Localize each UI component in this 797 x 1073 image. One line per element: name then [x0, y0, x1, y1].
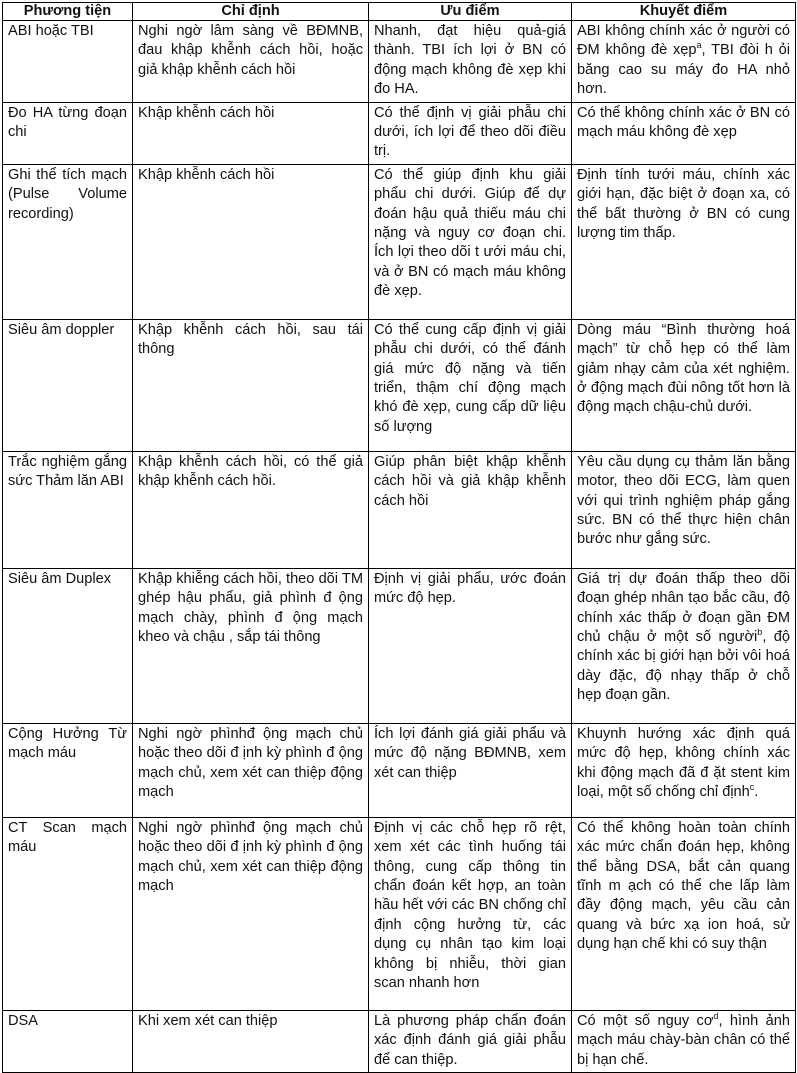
cell-advantage: Định vị các chỗ hẹp rõ rệt, xem xét các tình huống tái thông, cung cấp thông tin chẩn đoán kết hợp, an toàn hầu hết với các BN chống chỉ định cộng hưởng từ, các dụng cụ nhân tạo kim loại không bị nhiễu, thời gian scan nhanh hơn — [369, 817, 572, 1010]
header-row — [3, 3, 796, 21]
cell-indication: Khập khễnh cách hồi, sau tái thông — [133, 319, 369, 451]
cell-modality: Ghi thể tích mạch (Pulse Volume recording) — [3, 164, 133, 319]
header-indication: Chỉ định — [133, 3, 369, 21]
cell-indication: Nghi ngờ phìnhđ ộng mạch chủ hoặc theo dõi đ ịnh kỳ phình đ ộng mạch chủ, xem xét can thiệp động mạch — [133, 723, 369, 817]
footnote-marker: d — [713, 1010, 719, 1021]
cell-advantage: Nhanh, đạt hiệu quả-giá thành. TBI ích lợi ở BN có động mạch không đè xẹp khi đo HA. — [369, 21, 572, 103]
disadvantage-text-cont: , TBI đòi h ỏi băng cao su máy đo HA nhỏ hơn. — [577, 42, 790, 98]
cell-indication: Khập khễnh cách hồi, có thể giả khập khễnh cách hồi. — [133, 451, 369, 568]
cell-disadvantage: Yêu cầu dụng cụ thảm lăn bằng motor, theo dõi ECG, làm quen với qui trình nghiệm pháp gắng sức. BN có thể thực hiện chân bước như gắng sức. — [572, 451, 796, 568]
cell-disadvantage — [572, 568, 796, 723]
cell-indication: Nghi ngờ phìnhđ ộng mạch chủ hoặc theo dõi đ ịnh kỳ phình đ ộng mạch chủ, xem xét can thiệp động mạch — [133, 817, 369, 1010]
cell-advantage: Giúp phân biệt khập khễnh cách hồi và giả khập khễnh cách hồi — [369, 451, 572, 568]
cell-advantage: Có thể cung cấp định vị giải phẫu chi dưới, có thể đánh giá mức độ nặng và tiến triển, thậm chí động mạch khó đè xẹp, cung cấp dữ liệu số lượng — [369, 319, 572, 451]
cell-indication: Nghi ngờ lâm sàng về BĐMNB, đau khập khễnh cách hồi, hoặc giả khập khễnh cách hồi — [133, 21, 369, 103]
table-row — [3, 451, 796, 568]
cell-indication: Khi xem xét can thiệp — [133, 1010, 369, 1072]
header-advantage: Ưu điểm — [369, 3, 572, 21]
cell-indication: Khập khiễng cách hồi, theo dõi TM ghép hậu phẩu, giả phình đ ộng mạch chày, phình đ ộng mạch kheo và chậu , sắp tái thông — [133, 568, 369, 723]
disadvantage-text-cont: . — [754, 784, 759, 801]
table-row — [3, 568, 796, 723]
table-row — [3, 817, 796, 1010]
cell-disadvantage: Có thể không chính xác ở BN có mạch máu không đè xẹp — [572, 102, 796, 164]
disadvantage-text: ABI không chính xác ở người có ĐM không đè xẹp — [577, 23, 790, 59]
header-modality: Phương tiện — [3, 3, 133, 21]
cell-indication: Khập khễnh cách hồi — [133, 164, 369, 319]
cell-disadvantage: Có thể không hoàn toàn chính xác mức chẩn đoán hẹp, không thể bằng DSA, bắt cản quang tĩnh m ạch có thể che lấp làm đầy động mạch, yêu cầu cản quang và bức xạ ion hoá, sử dụng hạn chế khi có suy thận — [572, 817, 796, 1010]
cell-modality: CT Scan mạch máu — [3, 817, 133, 1010]
disadvantage-text-cont: , hình ảnh mạch máu chày-bàn chân có thể bị hạn chế. — [577, 1012, 790, 1068]
cell-modality: Trắc nghiệm gắng sức Thảm lăn ABI — [3, 451, 133, 568]
cell-modality: Đo HA từng đoạn chi — [3, 102, 133, 164]
header-disadvantage: Khuyết điểm — [572, 3, 796, 21]
table-row — [3, 102, 796, 164]
footnote-marker: b — [757, 627, 763, 638]
cell-disadvantage — [572, 723, 796, 817]
cell-disadvantage — [572, 1010, 796, 1072]
cell-modality: ABI hoặc TBI — [3, 21, 133, 103]
cell-advantage: Ích lợi đánh giá giải phẩu và mức độ nặng BĐMNB, xem xét can thiệp — [369, 723, 572, 817]
cell-modality: Siêu âm Duplex — [3, 568, 133, 723]
cell-disadvantage — [572, 21, 796, 103]
table-row — [3, 21, 796, 103]
cell-disadvantage: Dòng máu “Bình thường hoá mạch” từ chỗ hẹp có thể làm giảm nhạy cảm của xét nghiệm. ở động mạch đùi nông tốt hơn là động mạch chậu-chủ dưới. — [572, 319, 796, 451]
cell-modality: Siêu âm doppler — [3, 319, 133, 451]
table-row — [3, 1010, 796, 1072]
cell-advantage: Có thể định vị giải phẫu chi dưới, ích lợi để theo dõi điều trị. — [369, 102, 572, 164]
cell-disadvantage: Định tính tưới máu, chính xác giới hạn, đặc biệt ở đoạn xa, có thể bất thường ở BN có cung lượng tim thấp. — [572, 164, 796, 319]
disadvantage-text-cont: , độ chính xác bị giới hạn bởi vôi hoá dày đặc, độ nhạy thấp ở chỗ hẹp đoạn gần. — [577, 629, 790, 704]
cell-advantage: Định vị giải phẩu, ước đoán mức độ hẹp. — [369, 568, 572, 723]
table-row — [3, 723, 796, 817]
disadvantage-text: Khuynh hướng xác định quá mức độ hẹp, không chính xác khi động mạch đã đ ặt stent kim loại, một số chống chỉ định — [577, 725, 790, 801]
cell-advantage: Là phương pháp chẩn đoán xác định đánh giá giải phẫu để can thiệp. — [369, 1010, 572, 1072]
disadvantage-text: Giá trị dự đoán thấp theo dõi đoạn ghép nhân tạo bắc cầu, độ chính xác thấp ở đoạn gần ĐM chủ chậu ở một số người — [577, 570, 790, 646]
comparison-table — [2, 2, 796, 1073]
footnote-marker: c — [749, 782, 755, 793]
cell-modality: DSA — [3, 1010, 133, 1072]
disadvantage-text: Có một số nguy cơ — [577, 1012, 714, 1029]
table-row — [3, 164, 796, 319]
cell-indication: Khập khễnh cách hồi — [133, 102, 369, 164]
table-row — [3, 319, 796, 451]
footnote-marker: a — [696, 40, 702, 51]
cell-modality: Cộng Hưởng Từ mạch máu — [3, 723, 133, 817]
cell-advantage: Có thể giúp định khu giải phẩu chi dưới. Giúp để dự đoán hậu quả thiếu máu chi nặng và nguy cơ đoạn chi. Ích lợi theo dõi t ưới máu chi, và ở BN có mạch máu không đè xẹp. — [369, 164, 572, 319]
